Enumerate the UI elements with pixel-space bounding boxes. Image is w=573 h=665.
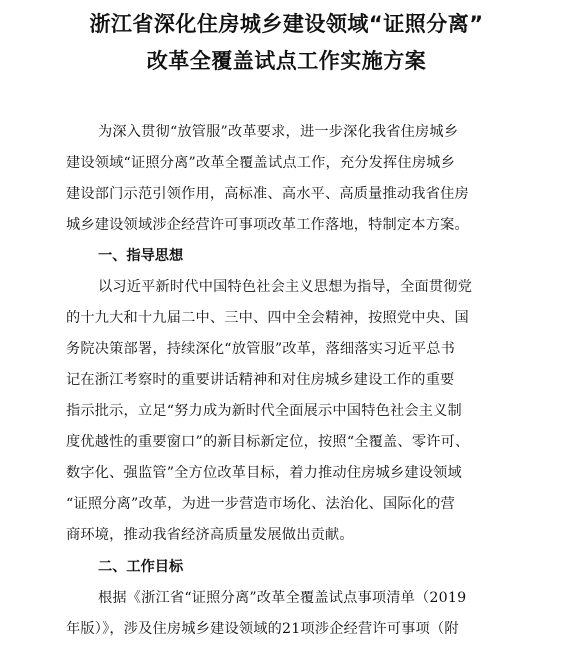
body-line: 数字化、强监管”全方位改革目标，着力推动住房城乡建设领域 [66, 465, 462, 481]
section-heading-work-goals: 二、工作目标 [98, 559, 184, 575]
document-title-line-2: 改革全覆盖试点工作实施方案 [146, 49, 427, 73]
body-line: 年版）》，涉及住房城乡建设领域的21项涉企经营许可事项（附 [66, 621, 459, 637]
section-heading-guiding-ideology: 一、指导思想 [98, 248, 184, 264]
body-line: 记在浙江考察时的重要讲话精神和对住房城乡建设工作的重要 [66, 372, 455, 388]
document-title-line-1: 浙江省深化住房城乡建设领域“证照分离” [89, 12, 484, 36]
intro-line: 为深入贯彻“放管服”改革要求，进一步深化我省住房城乡 [98, 124, 459, 140]
body-line: 以习近平新时代中国特色社会主义思想为指导，全面贯彻党 [98, 279, 473, 295]
body-line: 的十九大和十九届二中、三中、四中全会精神，按照党中央、国 [66, 310, 469, 326]
intro-line: 建设部门示范引领作用，高标准、高水平、高质量推动我省住房 [66, 186, 469, 202]
body-line: 根据《浙江省“证照分离”改革全覆盖试点事项清单（2019 [98, 590, 467, 606]
body-line: 务院决策部署，持续深化“放管服”改革，落细落实习近平总书 [66, 341, 455, 357]
body-line: 指示批示，立足“努力成为新时代全面展示中国特色社会主义制 [66, 403, 462, 419]
body-line: 度优越性的重要窗口”的新目标新定位，按照“全覆盖、零许可、 [66, 434, 470, 450]
body-line: “证照分离”改革，为进一步营造市场化、法治化、国际化的营 [66, 496, 455, 512]
intro-line: 建设领域“证照分离”改革全覆盖试点工作，充分发挥住房城乡 [66, 155, 455, 171]
intro-line: 城乡建设领域涉企经营许可事项改革工作落地，特制定本方案。 [66, 217, 469, 233]
body-line: 商环境，推动我省经济高质量发展做出贡献。 [66, 527, 354, 543]
